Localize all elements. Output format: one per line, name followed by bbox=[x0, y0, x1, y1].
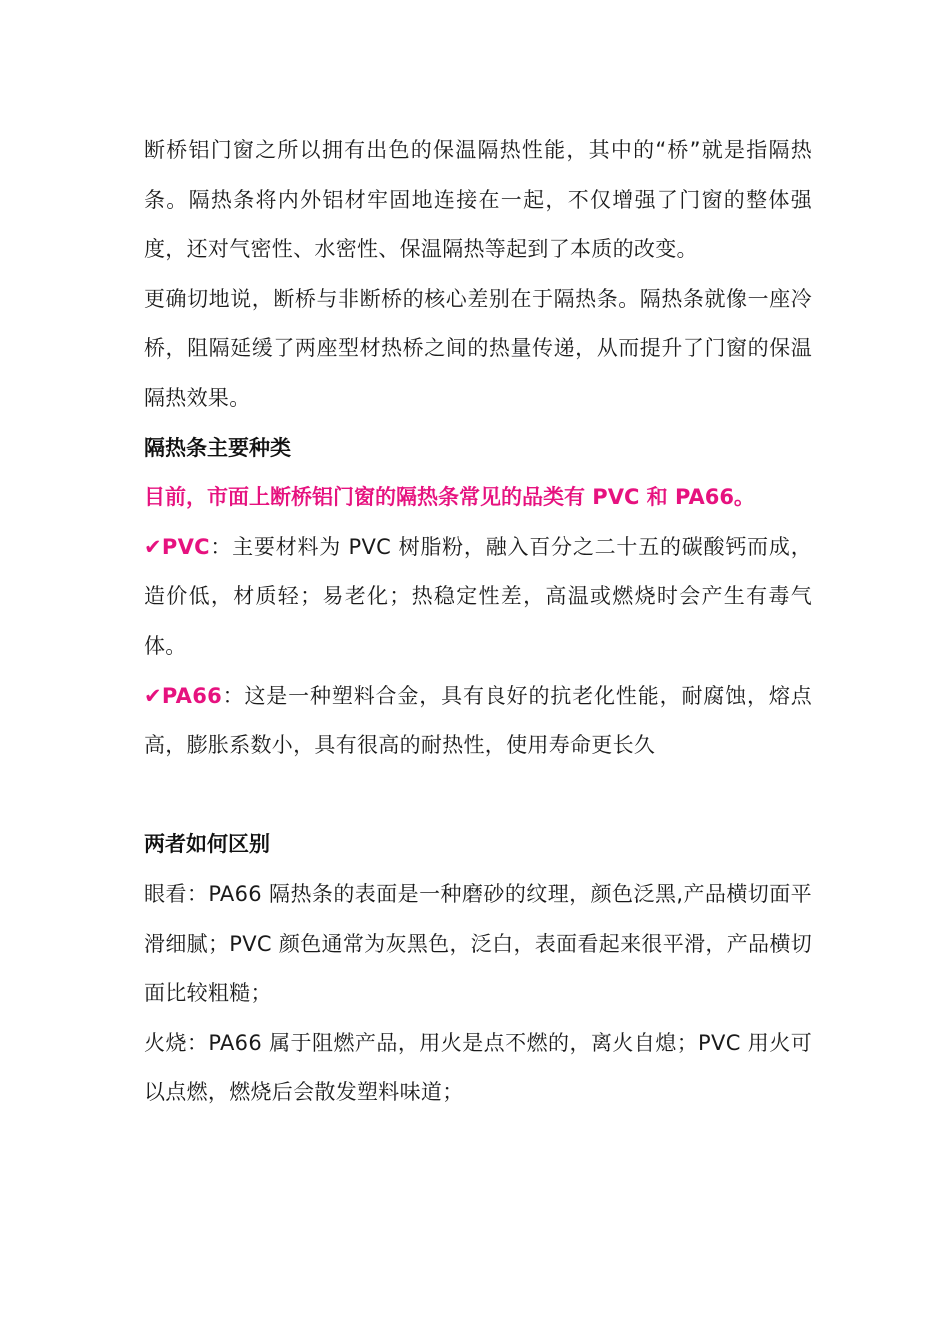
pvc-label: ✔PVC bbox=[144, 534, 210, 559]
pvc-text: ：主要材料为 PVC 树脂粉，融入百分之二十五的碳酸钙而成，造价低，材质轻；易老化；热稳定性差，高温或燃烧时会产生有毒气体。 bbox=[144, 534, 812, 658]
compare-fire: 火烧：PA66 属于阻燃产品，用火是点不燃的，离火自熄；PVC 用火可以点燃，燃烧后会散发塑料味道； bbox=[144, 1030, 812, 1105]
types-highlight: 目前，市面上断桥铝门窗的隔热条常见的品类有 PVC 和 PA66。 bbox=[144, 485, 755, 510]
types-heading: 隔热条主要种类 bbox=[144, 435, 291, 460]
pvc-item bbox=[144, 523, 812, 672]
intro-paragraph-2: 更确切地说，断桥与非断桥的核心差别在于隔热条。隔热条就像一座冷桥，阻隔延缓了两座型材热桥之间的热量传递，从而提升了门窗的保温隔热效果。 bbox=[144, 286, 812, 410]
document-body bbox=[144, 126, 812, 1118]
intro-paragraph-1: 断桥铝门窗之所以拥有出色的保温隔热性能，其中的“桥”就是指隔热条。隔热条将内外铝材牢固地连接在一起，不仅增强了门窗的整体强度，还对气密性、水密性、保温隔热等起到了本质的改变。 bbox=[144, 138, 812, 262]
pa66-item bbox=[144, 672, 812, 771]
section-spacer bbox=[144, 771, 812, 821]
compare-heading: 两者如何区别 bbox=[144, 832, 270, 857]
compare-look: 眼看：PA66 隔热条的表面是一种磨砂的纹理，颜色泛黑,产品横切面平滑细腻；PVC 颜色通常为灰黑色，泛白，表面看起来很平滑，产品横切面比较粗糙； bbox=[144, 881, 812, 1006]
pa66-text: ：这是一种塑料合金，具有良好的抗老化性能，耐腐蚀，熔点高，膨胀系数小，具有很高的耐热性，使用寿命更长久 bbox=[144, 683, 812, 758]
pa66-label: ✔PA66 bbox=[144, 683, 223, 708]
